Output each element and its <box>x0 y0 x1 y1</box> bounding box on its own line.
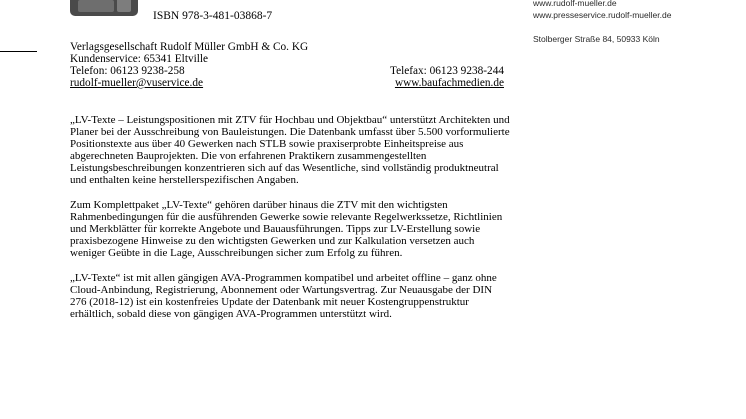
email-link[interactable]: rudolf-mueller@vuservice.de <box>70 77 204 89</box>
isbn-number: ISBN 978-3-481-03868-7 <box>153 10 273 22</box>
shop-website-link[interactable]: www.baufachmedien.de <box>394 77 504 89</box>
phone-number: Telefon: 06123 9238-258 <box>70 65 185 77</box>
publisher-website-link[interactable]: www.rudolf-mueller.de <box>533 0 617 8</box>
phone-fax-row <box>70 65 504 77</box>
description-paragraph-2: Zum Komplettpaket „LV-Texte“ gehören darüber hinaus die ZTV mit den wichtigsten Rahmenbedingungen für die ausführenden Gewerke sowie relevante Regelwerkssetze, Richtlinien und Merkblätter für korrekte Angebote und Bauausführungen. Tipps zur LV-Erstellung sowie praxisbezogene Hinweise zu den wichtigsten Gewerken und zur Kalkulation versetzen auch weniger Geübte in die Lage, Ausschreibungen sicher zum Erfolg zu führen. <box>70 199 503 259</box>
description-paragraph-3: „LV-Texte“ ist mit allen gängigen AVA-Programmen kompatibel und arbeitet offline – ganz ohne Cloud-Anbindung, Registrierung, Abonnement oder Wartungsvertrag. Zur Neuausgabe der DIN 276 (2018-12) ist ein kostenfreies Update der Datenbank mit neuer Kostengruppenstruktur erhältlich, sobald diese von gängigen AVA-Programmen unterstützt wird. <box>70 272 497 320</box>
margin-divider <box>0 51 37 52</box>
publisher-address: Stolberger Straße 84, 50933 Köln <box>533 34 660 44</box>
product-box-graphic <box>78 0 114 12</box>
fax-number: Telefax: 06123 9238-244 <box>389 65 504 77</box>
email-web-row <box>70 77 504 89</box>
product-description <box>70 114 510 333</box>
publisher-name: Verlagsgesellschaft Rudolf Müller GmbH & Co. KG <box>70 41 309 53</box>
publisher-block <box>70 41 504 89</box>
description-paragraph-1: „LV-Texte – Leistungspositionen mit ZTV für Hochbau und Objektbau“ unterstützt Architekten und Planer bei der Ausschreibung von Bauleistungen. Die Datenbank umfasst über 5.500 vorformulierte Positionstexte aus über 40 Gewerken nach STLB sowie praxiserprobte Einheitspreise aus abgerechneten Bauprojekten. Die von erfahrenen Praktikern zusammengestellten Leistungsbeschreibungen konzentrieren sich auf das Wesentliche, sind vollständig produktneutral und enthalten keine herstellerspezifischen Angaben. <box>70 114 510 186</box>
product-cover-image <box>70 0 138 16</box>
contact-column <box>533 0 743 45</box>
customer-service: Kundenservice: 65341 Eltville <box>70 53 209 65</box>
press-website-link[interactable]: www.presseservice.rudolf-mueller.de <box>533 10 672 20</box>
product-disc-graphic <box>117 0 131 12</box>
